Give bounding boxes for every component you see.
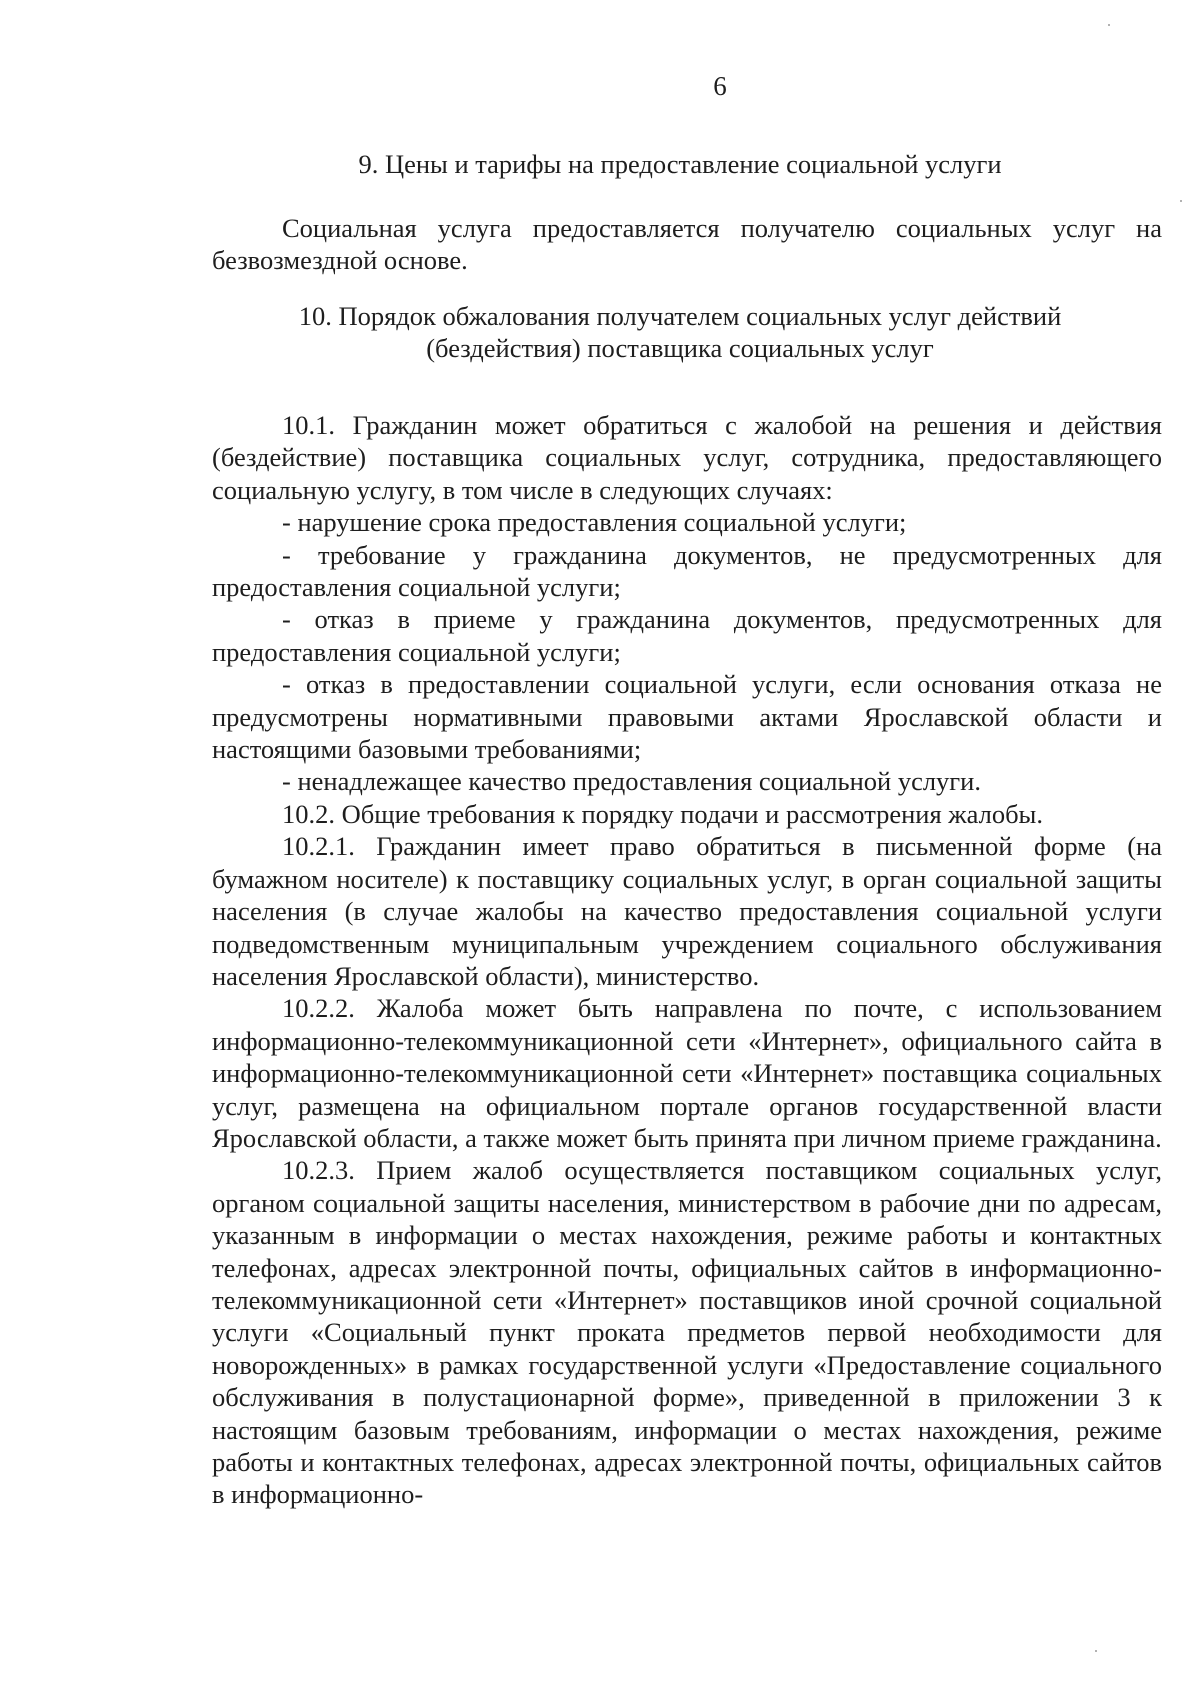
page-number: 6 — [713, 71, 727, 101]
scan-speck — [1108, 24, 1110, 26]
section-9-body — [212, 212, 1162, 277]
list-item: - отказ в приеме у гражданина документов, предусмотренных для предоставления социальной услуги; — [212, 604, 1162, 667]
paragraph-10-2-3: 10.2.3. Прием жалоб осуществляется поставщиком социальных услуг, органом социальной защиты населения, министерством в рабочие дни по адресам, указанным в информации о местах нахождения, режиме работы и контактных телефонах, адресах электронной почты, официальных сайтов в информационно-телекоммуникационной сети «Интернет» поставщиков иной срочной социальной услуги «Социальный пункт проката предметов первой необходимости для новорожденных» в рамках государственной услуги «Предоставление социального обслуживания в полустационарной форме», приведенной в приложении 3 к настоящим базовым требованиям, информации о местах нахождения, режиме работы и контактных телефонах, адресах электронной почты, официальных сайтов в информационно- — [212, 1155, 1162, 1510]
paragraph-10-2: 10.2. Общие требования к порядку подачи и рассмотрения жалобы. — [282, 798, 1043, 829]
paragraph-10-1: 10.1. Гражданин может обратиться с жалобой на решения и действия (бездействие) поставщика социальных услуг, сотрудника, предоставляющего социальную услугу, в том числе в следующих случаях: — [212, 410, 1162, 505]
paragraph-10-2-1: 10.2.1. Гражданин имеет право обратиться в письменной форме (на бумажном носителе) к поставщику социальных услуг, в орган социальной защиты населения (в случае жалобы на качество предоставления социальной услуги подведомственным муниципальным учреждением социального обслуживания населения Ярославской области), министерство. — [212, 831, 1162, 991]
section-10-title-line1: 10. Порядок обжалования получателем социальных услуг действий — [298, 301, 1062, 331]
paragraph: Социальная услуга предоставляется получателю социальных услуг на безвозмездной основе. — [212, 213, 1162, 276]
scan-speck — [1180, 200, 1182, 202]
section-10-title-line2: (бездействия) поставщика социальных услуг — [426, 333, 934, 363]
list-item: - нарушение срока предоставления социальной услуги; — [282, 507, 907, 538]
section-9-title: 9. Цены и тарифы на предоставление социальной услуги — [358, 149, 1002, 179]
section-10-title — [240, 300, 1120, 364]
paragraph-10-2-2: 10.2.2. Жалоба может быть направлена по почте, с использованием информационно-телекоммуникационной сети «Интернет», официального сайта в информационно-телекоммуникационной сети «Интернет» поставщика социальных услуг, размещена на официальном портале органов государственной власти Ярославской области, а также может быть принята при личном приеме гражданина. — [212, 993, 1162, 1153]
list-item: - ненадлежащее качество предоставления социальной услуги. — [282, 766, 981, 797]
section-10-body — [212, 409, 1162, 1511]
scan-speck — [1095, 1650, 1097, 1652]
list-item: - отказ в предоставлении социальной услуги, если основания отказа не предусмотрены нормативными правовыми актами Ярославской области и настоящими базовыми требованиями; — [212, 669, 1162, 765]
list-item: - требование у гражданина документов, не предусмотренных для предоставления социальной услуги; — [212, 539, 1162, 603]
